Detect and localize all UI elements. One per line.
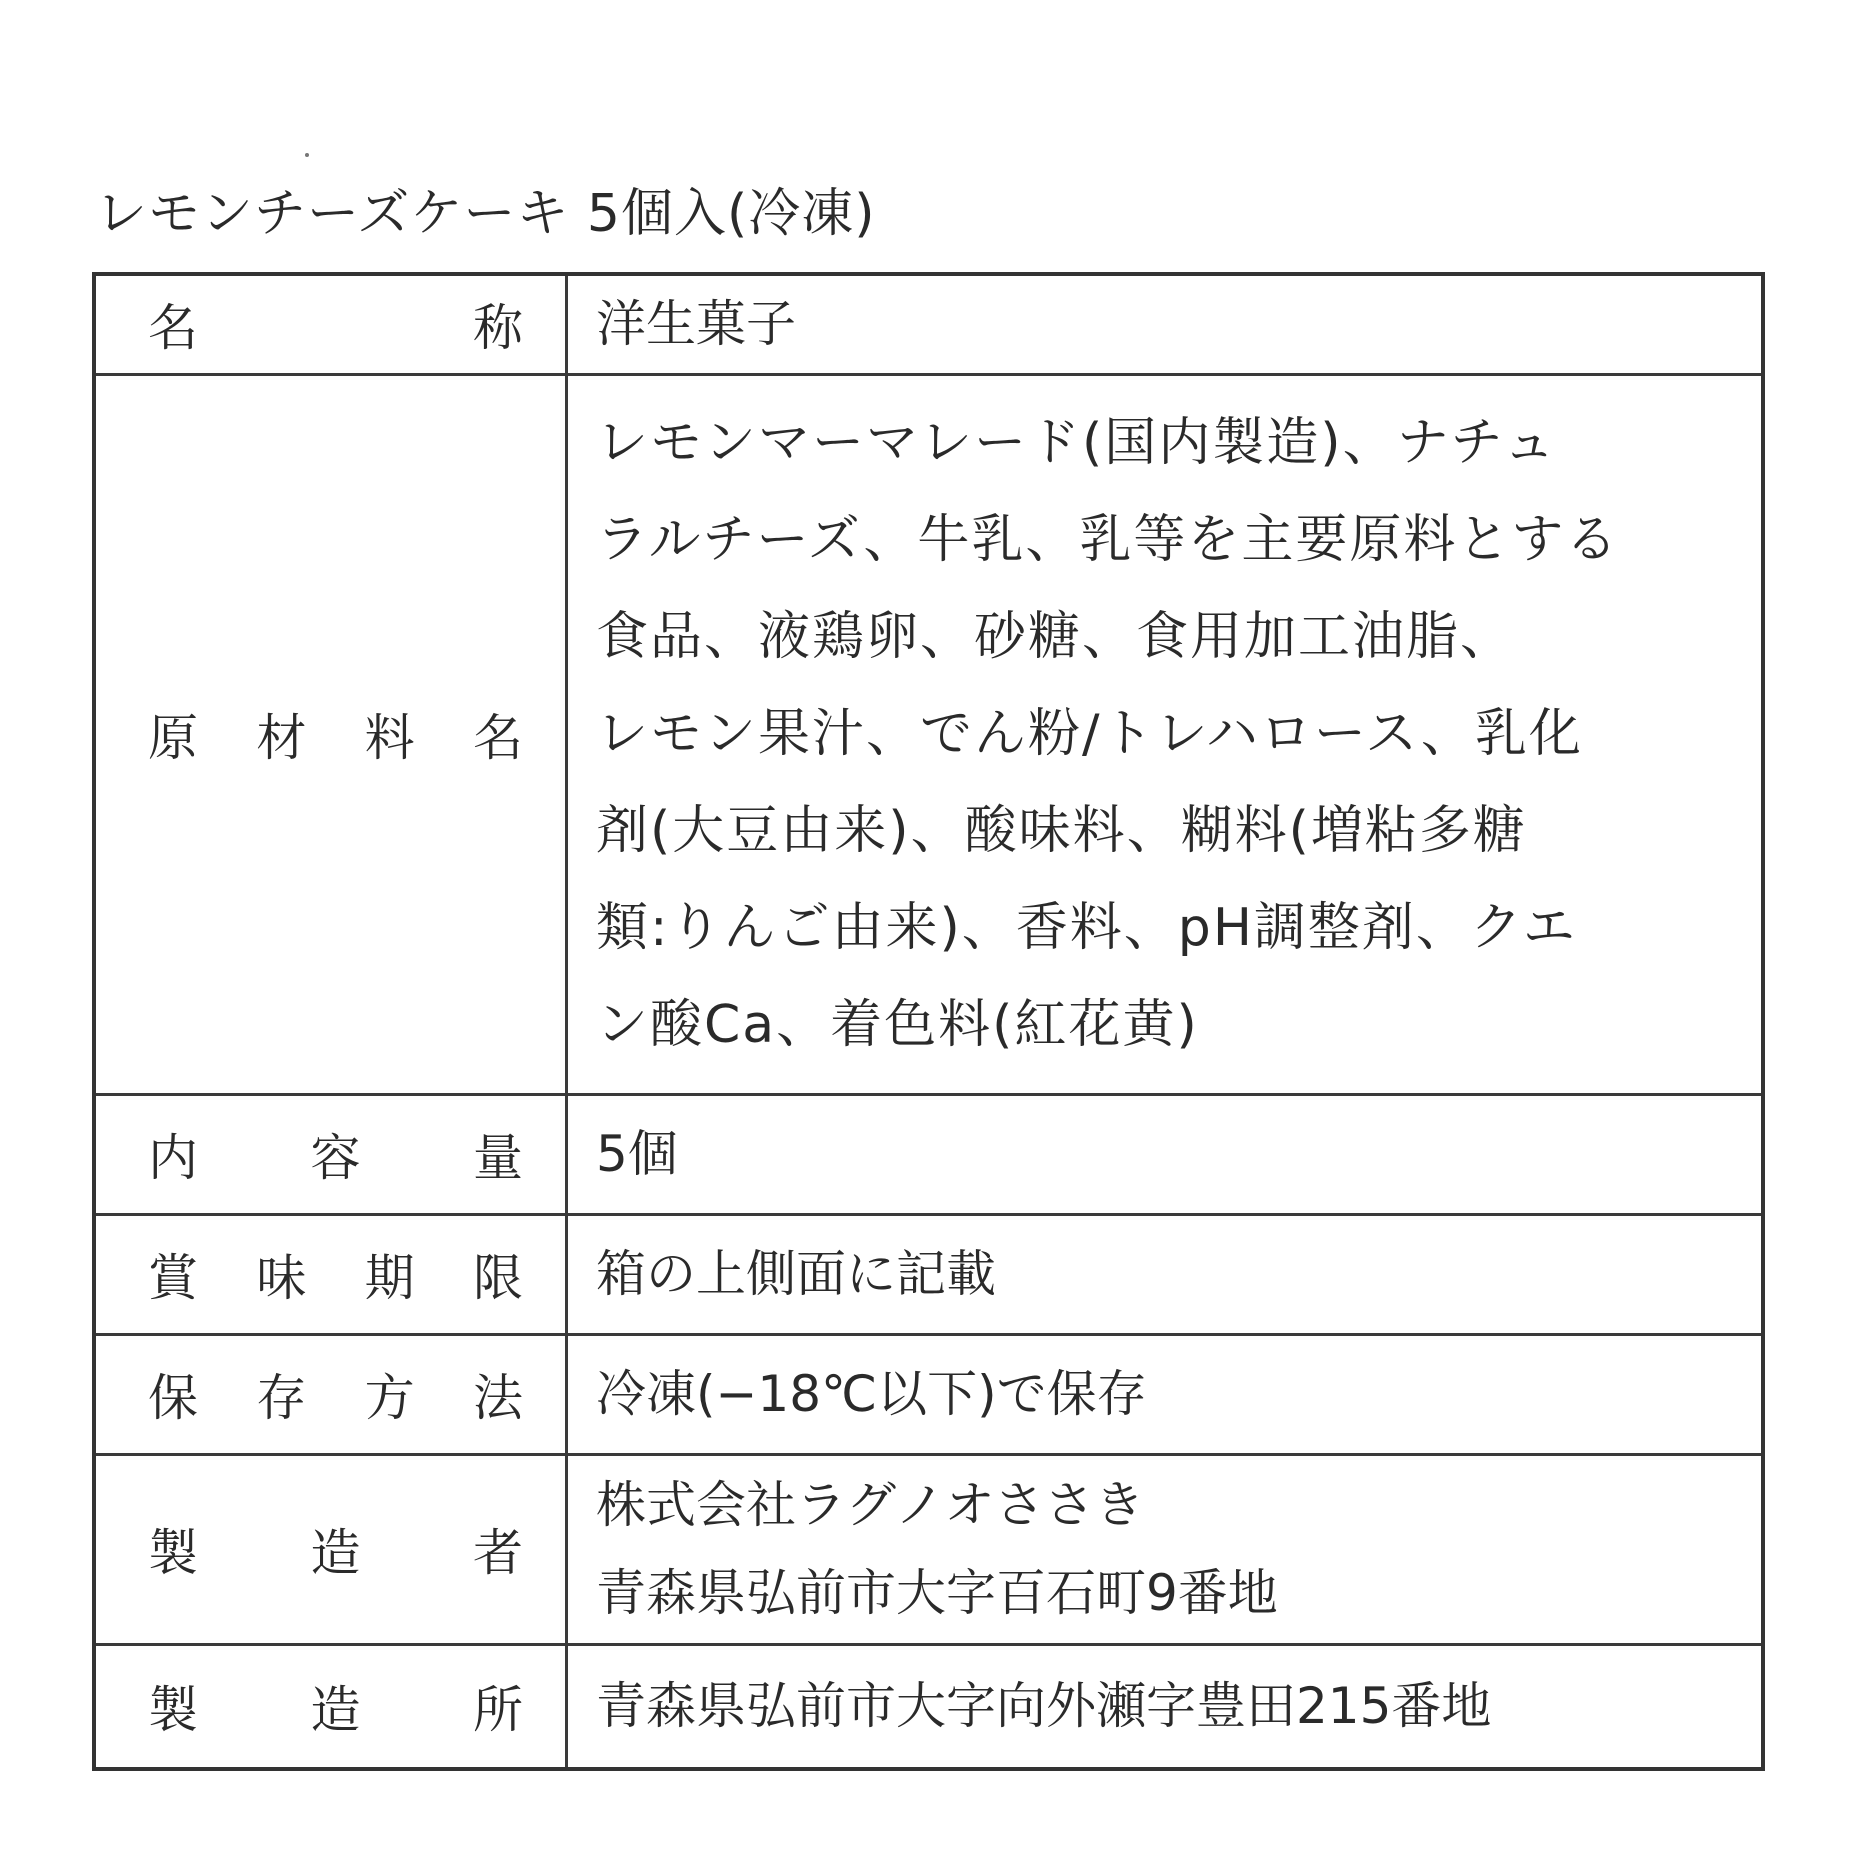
row-expiry (94, 1214, 1763, 1334)
label-plant: 製 造 所 (94, 1644, 567, 1769)
value-name: 洋生菓子 (567, 274, 1764, 374)
value-manufacturer (567, 1454, 1764, 1644)
row-ingredients (94, 374, 1763, 1094)
row-manufacturer (94, 1454, 1763, 1644)
label-quantity: 内 容 量 (94, 1094, 567, 1214)
manufacturer-address: 青森県弘前市大字百石町9番地 (596, 1564, 1278, 1622)
food-label-table (92, 272, 1765, 1771)
label-name: 名 称 (94, 274, 567, 374)
row-storage (94, 1334, 1763, 1454)
manufacturer-company: 株式会社ラグノオささき (596, 1476, 1145, 1534)
value-quantity: 5個 (567, 1094, 1764, 1214)
ingredients-line: 類:りんご由来)、香料、pH調整剤、クエ (596, 897, 1577, 958)
label-manufacturer: 製 造 者 (94, 1454, 567, 1644)
ingredients-line: レモン果汁、でん粉/トレハロース、乳化 (596, 703, 1583, 764)
value-expiry: 箱の上側面に記載 (567, 1214, 1764, 1334)
ingredients-line: 剤(大豆由来)、酸味料、糊料(増粘多糖 (596, 800, 1527, 861)
value-plant: 青森県弘前市大字向外瀬字豊田215番地 (567, 1644, 1764, 1769)
ingredients-line: 食品、液鶏卵、砂糖、食用加工油脂、 (596, 606, 1515, 667)
value-ingredients (567, 374, 1764, 1094)
value-storage: 冷凍(−18℃以下)で保存 (567, 1334, 1764, 1454)
ingredients-line: ラルチーズ、牛乳、乳等を主要原料とする (596, 509, 1620, 570)
label-storage: 保 存 方 法 (94, 1334, 567, 1454)
row-plant (94, 1644, 1763, 1769)
label-expiry: 賞 味 期 限 (94, 1214, 567, 1334)
row-quantity (94, 1094, 1763, 1214)
row-name (94, 274, 1763, 374)
scan-speck (305, 153, 309, 157)
ingredients-line: ン酸Ca、着色料(紅花黄) (596, 994, 1199, 1055)
product-title: レモンチーズケーキ 5個入(冷凍) (95, 184, 876, 244)
ingredients-line: レモンマーマレード(国内製造)、ナチュ (596, 412, 1558, 473)
label-ingredients: 原 材 料 名 (94, 374, 567, 1094)
